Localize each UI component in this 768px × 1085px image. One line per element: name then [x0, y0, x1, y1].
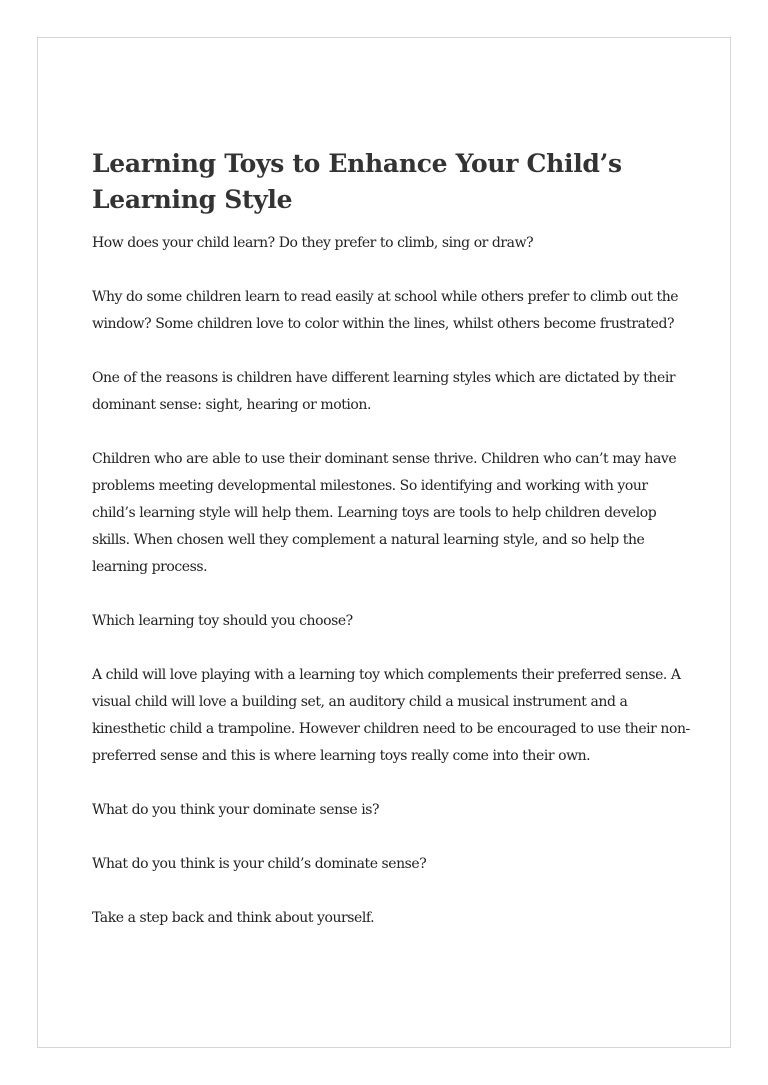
paragraph: How does your child learn? Do they prefer to climb, sing or draw? — [92, 235, 534, 251]
paragraph: What do you think your dominate sense is? — [92, 802, 380, 818]
paragraph: What do you think is your child’s dominate sense? — [92, 856, 427, 872]
paragraph: Children who are able to use their dominant sense thrive. Children who can’t may have problems meeting developmental milestones. So identifying and working with your child’s learning style will help them. Learning toys are tools to help children develop skills. When chosen well they complement a natural learning style, and so help the learning process. — [92, 451, 677, 575]
document-content — [92, 146, 692, 932]
document-page — [37, 37, 731, 1048]
paragraph: Take a step back and think about yourself. — [92, 910, 375, 926]
paragraph: One of the reasons is children have different learning styles which are dictated by their dominant sense: sight, hearing or motion. — [92, 370, 676, 413]
paragraph: Why do some children learn to read easily at school while others prefer to climb out the window? Some children love to color within the lines, whilst others become frustrated? — [92, 289, 679, 332]
document-title: Learning Toys to Enhance Your Child’s Learning Style — [92, 149, 622, 214]
paragraph: A child will love playing with a learning toy which complements their preferred sense. A visual child will love a building set, an auditory child a musical instrument and a kinesthetic child a trampoline. However children need to be encouraged to use their non-preferred sense and this is where learning toys really come into their own. — [92, 667, 690, 764]
paragraph: Which learning toy should you choose? — [92, 613, 353, 629]
